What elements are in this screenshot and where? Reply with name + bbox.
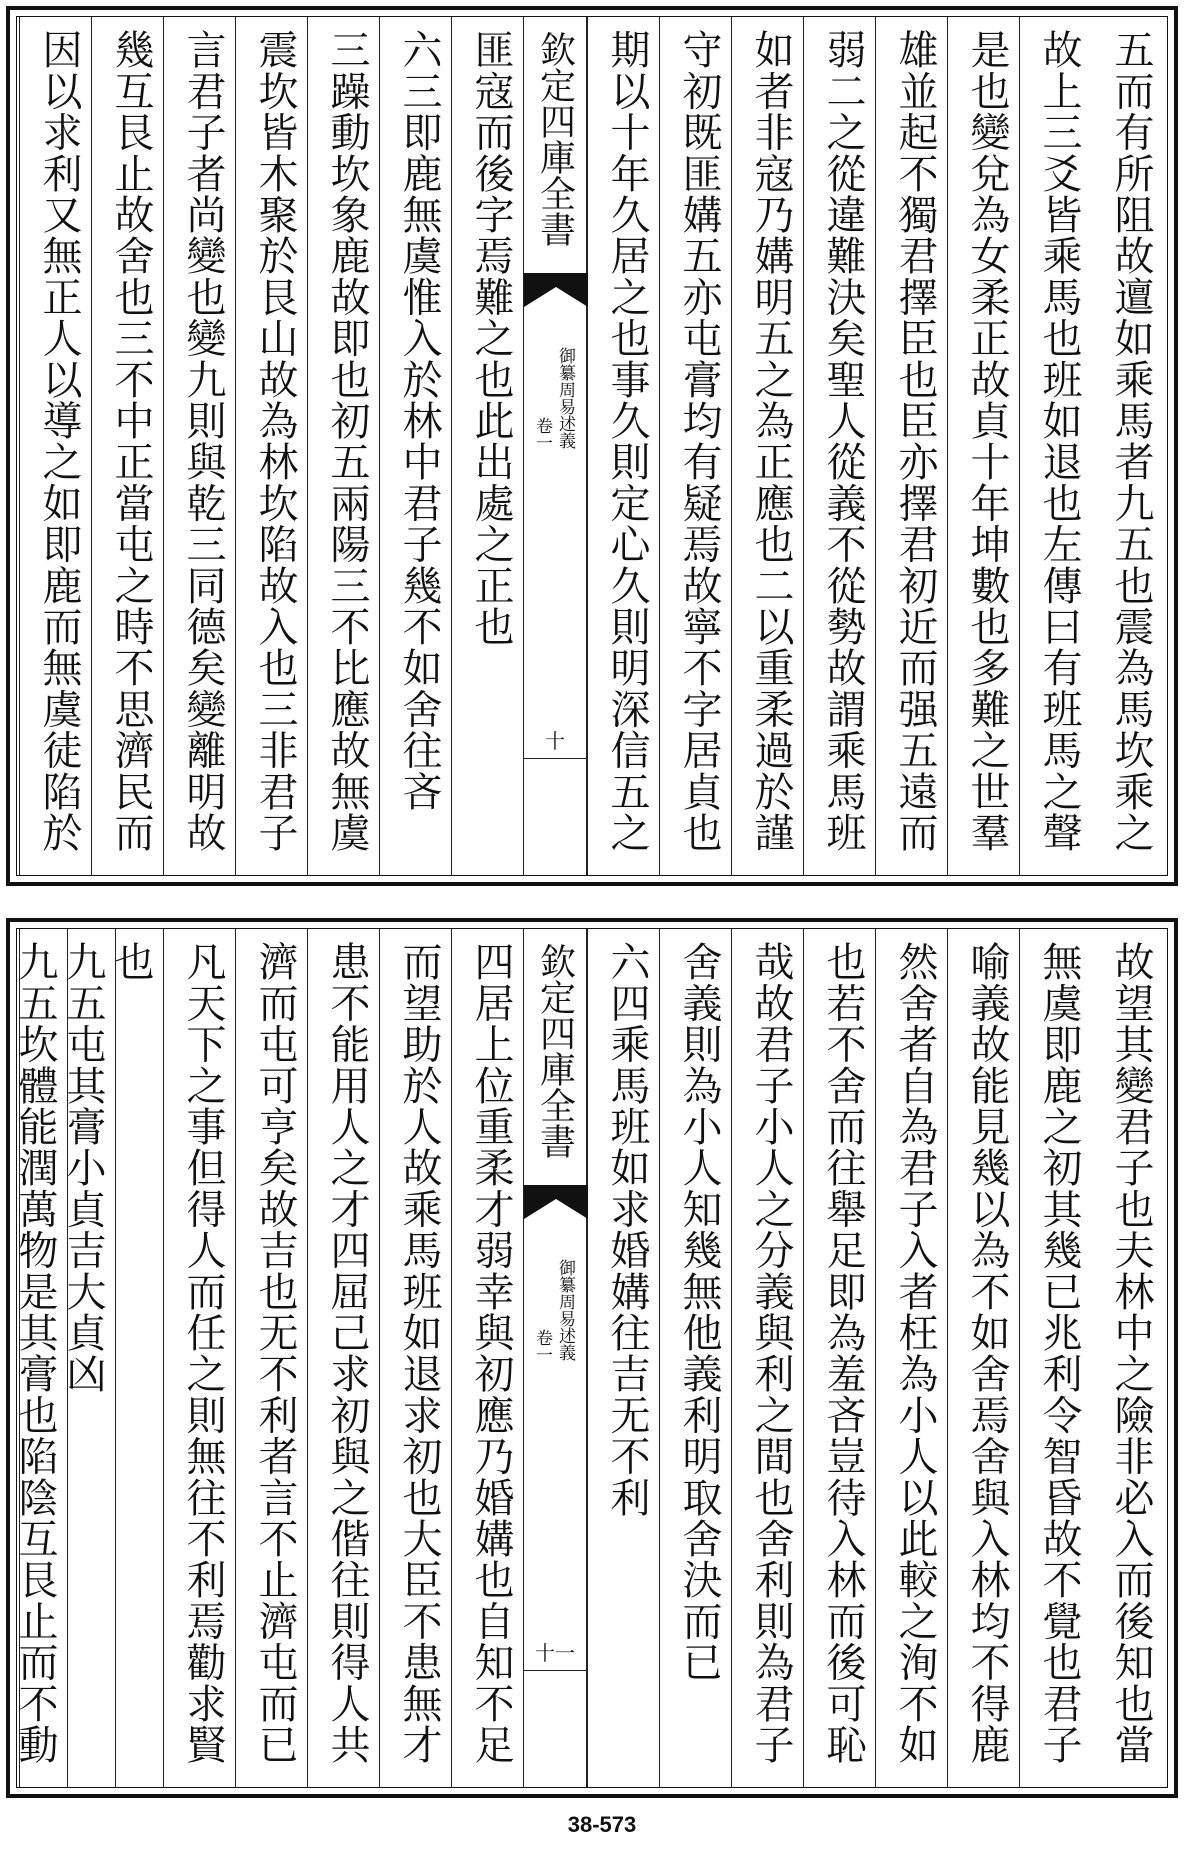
- column-text: 無虞即鹿之初其幾已兆利令智昏故不覺也君子: [1036, 941, 1082, 1765]
- text-column: [451, 17, 523, 875]
- column-text: 哉故君子小人之分義與利之間也舍利則為君子: [748, 941, 794, 1765]
- column-text: 故望其變君子也夫林中之險非必入而後知也當: [1108, 941, 1154, 1765]
- top-page-frame: [16, 16, 1168, 876]
- column-text: 三躁動坎象鹿故即也初五兩陽三不比應故無虞: [324, 29, 370, 853]
- column-text: 九五屯其膏小貞吉大貞凶: [60, 941, 106, 1395]
- column-text: 九五坎體能潤萬物是其膏也陷陰互艮止而不動: [12, 941, 58, 1765]
- column-text: 四居上位重柔才弱幸與初應乃婚媾也自知不足: [468, 941, 514, 1765]
- column-text: 也: [108, 941, 154, 983]
- text-column: [60, 929, 115, 1787]
- text-column: [307, 929, 379, 1787]
- page-footer-number: 38-573: [567, 1812, 637, 1837]
- bottom-page-frame: [12, 928, 1168, 1788]
- column-text: 濟而屯可亨矣故吉也无不利者言不止濟屯而已: [252, 941, 298, 1765]
- column-text: 如者非寇乃媾明五之為正應也二以重柔過於謹: [748, 29, 794, 853]
- top-page: [6, 6, 1178, 886]
- book-title: 御纂周易述義: [555, 1259, 575, 1361]
- column-text: 喻義故能見幾以為不如舍焉舍與入林均不得鹿: [964, 941, 1010, 1765]
- column-text: 故上三爻皆乘馬也班如退也左傳曰有班馬之聲: [1036, 29, 1082, 853]
- column-text: 舍義則為小人知幾無他義利明取舍決而已: [676, 941, 722, 1683]
- bottom-page: [6, 918, 1178, 1798]
- text-column: [235, 929, 307, 1787]
- volume-label: 卷一: [532, 417, 552, 451]
- text-column: [1091, 17, 1163, 875]
- text-column: [659, 17, 731, 875]
- page-number: 十: [524, 725, 586, 759]
- header-title: 欽定四庫全書: [534, 943, 576, 1159]
- column-text: 凡天下之事但得人而任之則無往不利焉勸求賢: [180, 941, 226, 1765]
- column-text: 六四乘馬班如求婚媾往吉无不利: [604, 941, 650, 1518]
- column-text: 匪寇而後字焉難之也此出處之正也: [468, 29, 514, 647]
- column-text: 然舍者自為君子入者枉為小人以此較之洵不如: [892, 941, 938, 1765]
- column-text: 期以十年久居之也事久則定心久則明深信五之: [604, 29, 650, 853]
- text-column: [163, 929, 235, 1787]
- column-text: 弱二之從違難決矣聖人從義不從勢故謂乘馬班: [820, 29, 866, 853]
- text-column: [307, 17, 379, 875]
- text-column: [875, 17, 947, 875]
- book-title: 御纂周易述義: [555, 347, 575, 449]
- column-text: 而望助於人故乘馬班如退求初也大臣不患無才: [396, 941, 442, 1765]
- text-column: [19, 17, 91, 875]
- fishtail-mark-icon: [524, 273, 588, 307]
- page-number: 十一: [524, 1637, 586, 1671]
- center-fold: [523, 929, 587, 1787]
- column-text: 雄並起不獨君擇臣也臣亦擇君初近而强五遠而: [892, 29, 938, 853]
- text-column: [451, 929, 523, 1787]
- text-column: [91, 17, 163, 875]
- text-column: [587, 929, 659, 1787]
- text-column: [1019, 929, 1091, 1787]
- text-column: [379, 17, 451, 875]
- text-column: [947, 929, 1019, 1787]
- column-text: 守初既匪媾五亦屯膏均有疑焉故寧不字居貞也: [676, 29, 722, 853]
- volume-label: 卷一: [532, 1329, 552, 1363]
- fishtail-mark-icon: [524, 1185, 588, 1219]
- column-text: 是也變兌為女柔正故貞十年坤數也多難之世羣: [964, 29, 1010, 853]
- text-column: [108, 929, 163, 1787]
- column-text: 言君子者尚變也變九則與乾三同德矣變離明故: [180, 29, 226, 853]
- text-column: [803, 929, 875, 1787]
- column-text: 五而有所阻故邅如乘馬者九五也震為馬坎乘之: [1108, 29, 1154, 853]
- text-column: [379, 929, 451, 1787]
- column-text: 患不能用人之才四屈己求初與之偕往則得人共: [324, 941, 370, 1765]
- column-text: 因以求利又無正人以導之如即鹿而無虞徒陷於: [36, 29, 82, 853]
- text-column: [803, 17, 875, 875]
- column-text: 震坎皆木聚於艮山故為林坎陷故入也三非君子: [252, 29, 298, 853]
- text-column: [1091, 929, 1163, 1787]
- column-text: 六三即鹿無虞惟入於林中君子幾不如舍往吝: [396, 29, 442, 812]
- column-text: 也若不舍而往舉足即為羞吝豈待入林而後可恥: [820, 941, 866, 1765]
- center-fold: [523, 17, 587, 875]
- text-column: [659, 929, 731, 1787]
- header-title: 欽定四庫全書: [534, 31, 576, 247]
- text-column: [163, 17, 235, 875]
- text-column: [1019, 17, 1091, 875]
- text-column: [587, 17, 659, 875]
- column-text: 幾互艮止故舍也三不中正當屯之時不思濟民而: [108, 29, 154, 853]
- text-column: [875, 929, 947, 1787]
- text-column: [12, 929, 67, 1787]
- text-column: [731, 929, 803, 1787]
- text-column: [235, 17, 307, 875]
- text-column: [947, 17, 1019, 875]
- text-column: [731, 17, 803, 875]
